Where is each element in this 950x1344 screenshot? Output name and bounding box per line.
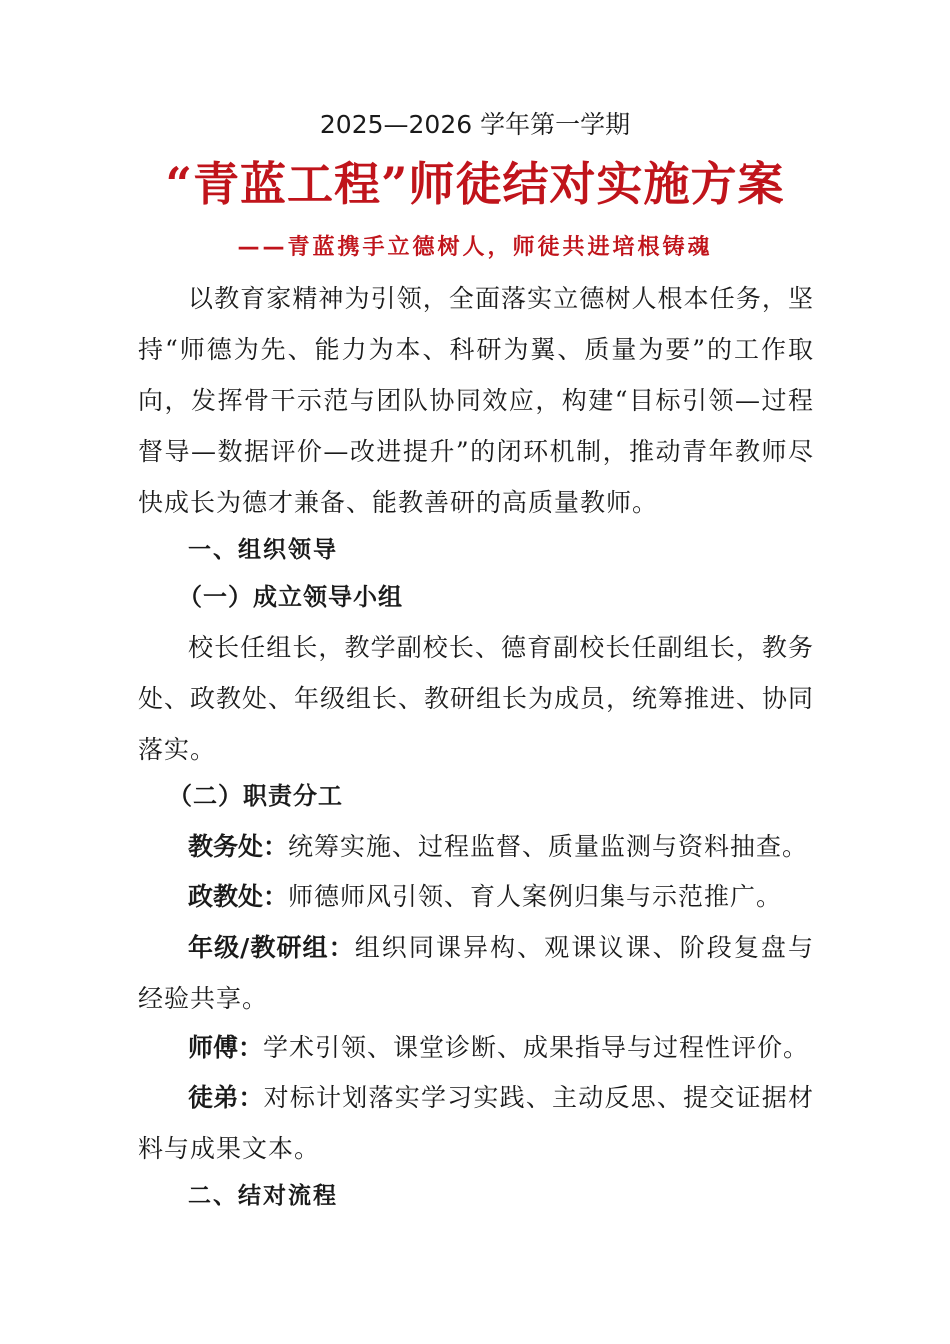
duty-item-mentor (138, 1022, 814, 1073)
duty-text: 学术引领、课堂诊断、成果指导与过程性评价。 (263, 1033, 810, 1062)
section-1-1-heading: （一）成立领导小组 (178, 583, 403, 611)
duty-label: 徒弟： (188, 1083, 264, 1112)
duty-label: 年级/教研组： (188, 933, 355, 962)
duty-item-academic-office (138, 821, 814, 872)
duty-text: 对标计划落实学习实践、主动反思、提交证据材料与成果文本。 (138, 1083, 814, 1163)
document-title: “青蓝工程”师徒结对实施方案 (165, 157, 785, 211)
duty-text: 组织同课异构、观课议课、阶段复盘与经验共享。 (138, 933, 814, 1013)
document-subtitle: ——青蓝携手立德树人，师徒共进培根铸魂 (237, 235, 713, 260)
duty-item-political-office (138, 871, 814, 922)
duty-text: 师德师风引领、育人案例归集与示范推广。 (288, 882, 783, 911)
duty-item-apprentice (138, 1072, 814, 1174)
section-1-1-text: 校长任组长，教学副校长、德育副校长任副组长，教务处、政教处、年级组长、教研组长为成员，统筹推进、协同落实。 (138, 633, 815, 764)
duty-item-grade-group (138, 922, 814, 1024)
duty-label: 政教处： (188, 882, 289, 911)
intro-paragraph: 以教育家精神为引领，全面落实立德树人根本任务，坚持“师德为先、能力为本、科研为翼、质量为要”的工作取向，发挥骨干示范与团队协同效应，构建“目标引领—过程督导—数据评价—改进提升”的闭环机制，推动青年教师尽快成长为德才兼备、能教善研的高质量教师。 (138, 284, 814, 517)
section-1-2-heading: （二）职责分工 (168, 782, 343, 810)
duty-label: 师傅： (188, 1033, 264, 1062)
duty-text: 统筹实施、过程监督、质量监测与资料抽查。 (288, 832, 809, 861)
term-label: 2025—2026 学年第一学期 (319, 110, 631, 139)
section-2-heading: 二、结对流程 (188, 1183, 338, 1209)
duty-label: 教务处： (188, 832, 289, 861)
section-1-heading: 一、组织领导 (188, 537, 338, 563)
